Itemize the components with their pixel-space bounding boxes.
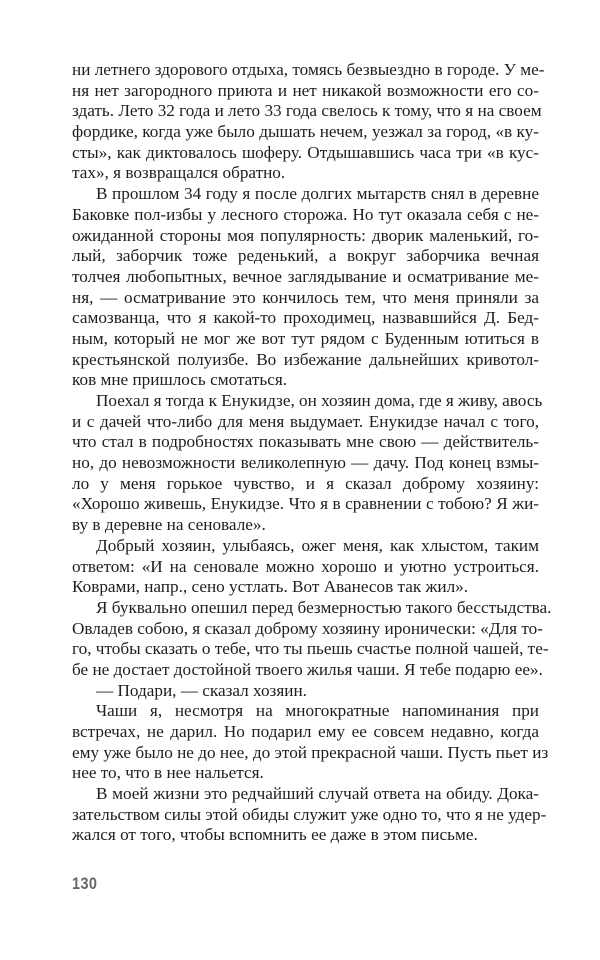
page-body (72, 60, 552, 846)
text-line: ему уже было не до нее, до этой прекрасной чаши. Пусть пьет из (72, 742, 549, 762)
text-line: ожиданной стороны моя популярность: дворик маленький, го- (72, 225, 539, 245)
text-line: Чаши я, несмотря на многократные напоминания при (96, 701, 539, 721)
text-line: нее то, что в нее нальется. (72, 763, 264, 783)
text-line: здать. Лето 32 года и лето 33 года свелось к тому, что я на своем (72, 101, 542, 121)
text-line: сты», как диктовалось шоферу. Отдышавшись часа три «в кус- (72, 142, 539, 162)
text-line: встречах, не дарил. Но подарил ему ее совсем недавно, когда (72, 722, 539, 741)
text-line: Баковке пол-избы у лесного сторожа. Но тут оказала себя с не- (72, 204, 539, 224)
paragraph (72, 536, 539, 598)
text-line: бе не достает достойной твоего жилья чаши. Я тебе подарю ее». (72, 659, 543, 679)
page-number: 130 (72, 874, 98, 893)
text-line: тах», я возвращался обратно. (72, 163, 286, 183)
paragraph (72, 184, 539, 391)
text-line: но, до невозможности великолепную — дачу. Под конец взмы- (72, 453, 539, 473)
text-line: жался от того, чтобы вспомнить ее даже в этом письме. (72, 825, 478, 845)
text-line: Добрый хозяин, улыбаясь, ожег меня, как хлыстом, таким (96, 535, 539, 555)
text-line: крестьянской полуизбе. Во избежание дальнейших кривотол- (72, 349, 539, 369)
text-line: ни летнего здорового отдыха, томясь безвыездно в городе. У ме- (72, 60, 545, 79)
paragraph (72, 681, 539, 702)
paragraph (72, 784, 547, 846)
text-line: ков мне пришлось смотаться. (72, 370, 288, 390)
text-line: Я буквально опешил перед безмерностью такого бесстыдства. (96, 597, 552, 617)
text-line: ву в деревне на сеновале». (72, 515, 266, 535)
text-line: лый, заборчик тоже реденький, а вокруг заборчика вечная (72, 246, 539, 266)
text-line: ня нет загородного приюта и нет никакой возможности его со- (72, 80, 539, 100)
text-line: Коврами, напр., сено устлать. Вот Аванесов так жил». (72, 577, 469, 597)
paragraph (72, 597, 552, 681)
text-line: Поехал я тогда к Енукидзе, он хозяин дома, где я живу, авось (96, 391, 543, 410)
text-line: ло у меня горькое чувство, и я сказал доброму хозяину: (72, 473, 539, 493)
paragraph (72, 391, 543, 536)
text-line: Овладев собою, я сказал доброму хозяину иронически: «Для то- (72, 618, 543, 638)
text-line: го, чтобы сказать о тебе, что ты пьешь счастье полной чашей, те- (72, 639, 549, 659)
text-line: «Хорошо живешь, Енукидзе. Что я в сравнении с тобою? Я жи- (72, 494, 539, 514)
paragraph (72, 701, 549, 784)
paragraph (72, 60, 545, 184)
text-line: что стал в подробностях показывать мне свою — действитель- (72, 432, 539, 452)
text-line: ня, — осматривание это кончилось тем, что меня приняли за (72, 287, 539, 307)
text-line: зательством силы этой обиды служит уже одно то, что я не удер- (72, 804, 547, 824)
text-line: толчея любопытных, вечное заглядывание и осматривание ме- (72, 266, 539, 286)
text-line: ответом: «И на сеновале можно хорошо и уютно устроиться. (72, 556, 539, 576)
text-line: В прошлом 34 году я после долгих мытарств снял в деревне (96, 184, 539, 204)
text-line: и с дачей что-либо для меня выдумает. Енукидзе начал с того, (72, 411, 539, 431)
text-line: фордике, когда уже было дышать нечем, уезжал за город, «в ку- (72, 122, 539, 142)
text-line: В моей жизни это редчайший случай ответа на обиду. Дока- (96, 784, 539, 804)
text-line: самозванца, что я какой-то проходимец, назвавшийся Д. Бед- (72, 308, 539, 328)
text-line: — Подари, — сказал хозяин. (96, 680, 307, 700)
text-line: ным, который не мог же вот тут рядом с Буденным ютиться в (72, 328, 539, 348)
